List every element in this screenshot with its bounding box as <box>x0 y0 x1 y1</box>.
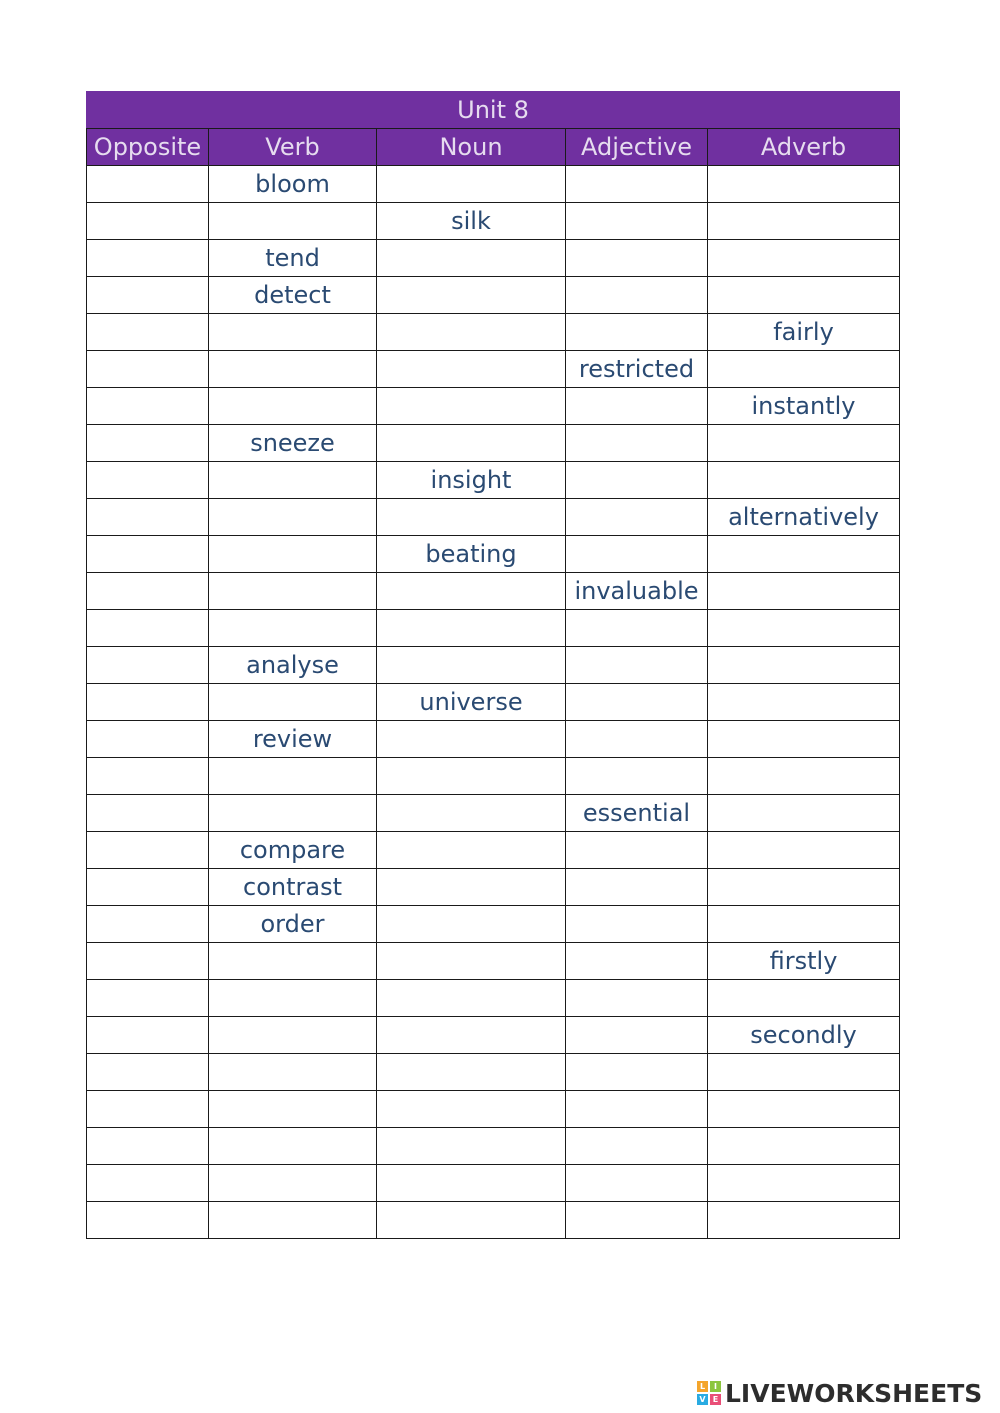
answer-cell-adverb[interactable] <box>708 980 900 1017</box>
answer-cell-noun[interactable] <box>377 943 566 980</box>
answer-cell-opposite[interactable] <box>87 203 209 240</box>
answer-cell-adverb[interactable] <box>708 721 900 758</box>
answer-cell-adverb[interactable] <box>708 166 900 203</box>
word-cell-adjective: invaluable <box>566 573 708 610</box>
answer-cell-adjective[interactable] <box>566 943 708 980</box>
word-cell-verb: detect <box>209 277 377 314</box>
table-row <box>87 462 900 499</box>
answer-cell-adjective[interactable] <box>566 240 708 277</box>
answer-cell-adjective[interactable] <box>566 203 708 240</box>
answer-cell-adjective[interactable] <box>566 684 708 721</box>
answer-cell-verb[interactable] <box>209 610 377 647</box>
answer-cell-adverb[interactable] <box>708 1054 900 1091</box>
answer-cell-adjective[interactable] <box>566 610 708 647</box>
answer-cell-adverb[interactable] <box>708 1202 900 1239</box>
answer-cell-adjective[interactable] <box>566 1165 708 1202</box>
answer-cell-noun[interactable] <box>377 1202 566 1239</box>
answer-cell-verb[interactable] <box>209 499 377 536</box>
answer-cell-opposite[interactable] <box>87 1054 209 1091</box>
table-row <box>87 388 900 425</box>
logo-mark-tile: V <box>697 1394 708 1405</box>
answer-cell-adverb[interactable] <box>708 351 900 388</box>
answer-cell-verb[interactable] <box>209 351 377 388</box>
word-cell-noun: insight <box>377 462 566 499</box>
table-row <box>87 1165 900 1202</box>
table-row <box>87 943 900 980</box>
answer-cell-adverb[interactable] <box>708 647 900 684</box>
liveworksheets-logo <box>697 1378 982 1408</box>
answer-cell-opposite[interactable] <box>87 721 209 758</box>
table-row <box>87 1202 900 1239</box>
table-row <box>87 351 900 388</box>
answer-cell-adjective[interactable] <box>566 277 708 314</box>
table-row <box>87 647 900 684</box>
logo-mark-icon <box>697 1381 721 1405</box>
table-row <box>87 203 900 240</box>
answer-cell-adjective[interactable] <box>566 499 708 536</box>
answer-cell-opposite[interactable] <box>87 388 209 425</box>
answer-cell-verb[interactable] <box>209 1091 377 1128</box>
answer-cell-adjective[interactable] <box>566 647 708 684</box>
answer-cell-opposite[interactable] <box>87 1128 209 1165</box>
answer-cell-opposite[interactable] <box>87 499 209 536</box>
answer-cell-adjective[interactable] <box>566 758 708 795</box>
answer-cell-adverb[interactable] <box>708 462 900 499</box>
table-row <box>87 906 900 943</box>
word-cell-noun: beating <box>377 536 566 573</box>
answer-cell-adjective[interactable] <box>566 1017 708 1054</box>
table-title: Unit 8 <box>87 92 900 129</box>
answer-cell-verb[interactable] <box>209 388 377 425</box>
answer-cell-noun[interactable] <box>377 980 566 1017</box>
word-cell-verb: analyse <box>209 647 377 684</box>
answer-cell-opposite[interactable] <box>87 610 209 647</box>
word-cell-verb: order <box>209 906 377 943</box>
answer-cell-verb[interactable] <box>209 1017 377 1054</box>
answer-cell-opposite[interactable] <box>87 832 209 869</box>
answer-cell-adverb[interactable] <box>708 203 900 240</box>
answer-cell-adverb[interactable] <box>708 277 900 314</box>
answer-cell-adjective[interactable] <box>566 462 708 499</box>
word-cell-adverb: fairly <box>708 314 900 351</box>
table-row <box>87 1128 900 1165</box>
answer-cell-opposite[interactable] <box>87 943 209 980</box>
answer-cell-adverb[interactable] <box>708 1091 900 1128</box>
answer-cell-adjective[interactable] <box>566 388 708 425</box>
answer-cell-noun[interactable] <box>377 314 566 351</box>
column-header-verb: Verb <box>209 129 377 166</box>
answer-cell-noun[interactable] <box>377 240 566 277</box>
word-cell-adverb: secondly <box>708 1017 900 1054</box>
logo-mark-tile: L <box>697 1381 708 1392</box>
answer-cell-adjective[interactable] <box>566 425 708 462</box>
word-cell-adjective: restricted <box>566 351 708 388</box>
answer-cell-noun[interactable] <box>377 758 566 795</box>
answer-cell-opposite[interactable] <box>87 536 209 573</box>
answer-cell-adverb[interactable] <box>708 758 900 795</box>
word-cell-verb: contrast <box>209 869 377 906</box>
word-cell-adverb: alternatively <box>708 499 900 536</box>
logo-mark-tile: E <box>710 1394 721 1405</box>
answer-cell-opposite[interactable] <box>87 425 209 462</box>
answer-cell-verb[interactable] <box>209 758 377 795</box>
answer-cell-noun[interactable] <box>377 573 566 610</box>
table-row <box>87 795 900 832</box>
table-row <box>87 980 900 1017</box>
answer-cell-opposite[interactable] <box>87 1202 209 1239</box>
table-row <box>87 499 900 536</box>
answer-cell-adjective[interactable] <box>566 869 708 906</box>
answer-cell-verb[interactable] <box>209 314 377 351</box>
table-row <box>87 758 900 795</box>
table-row <box>87 425 900 462</box>
answer-cell-noun[interactable] <box>377 1017 566 1054</box>
table-row <box>87 684 900 721</box>
answer-cell-opposite[interactable] <box>87 351 209 388</box>
answer-cell-opposite[interactable] <box>87 980 209 1017</box>
answer-cell-adjective[interactable] <box>566 1091 708 1128</box>
answer-cell-noun[interactable] <box>377 832 566 869</box>
answer-cell-adjective[interactable] <box>566 1054 708 1091</box>
answer-cell-adjective[interactable] <box>566 536 708 573</box>
answer-cell-noun[interactable] <box>377 647 566 684</box>
table-row <box>87 832 900 869</box>
answer-cell-verb[interactable] <box>209 943 377 980</box>
answer-cell-noun[interactable] <box>377 388 566 425</box>
table-row <box>87 1017 900 1054</box>
answer-cell-noun[interactable] <box>377 166 566 203</box>
answer-cell-adverb[interactable] <box>708 795 900 832</box>
column-header-opposite: Opposite <box>87 129 209 166</box>
table-row <box>87 1091 900 1128</box>
answer-cell-adjective[interactable] <box>566 721 708 758</box>
table-row <box>87 869 900 906</box>
answer-cell-noun[interactable] <box>377 721 566 758</box>
table-row <box>87 1054 900 1091</box>
answer-cell-opposite[interactable] <box>87 573 209 610</box>
answer-cell-adverb[interactable] <box>708 869 900 906</box>
word-cell-noun: silk <box>377 203 566 240</box>
answer-cell-adverb[interactable] <box>708 425 900 462</box>
answer-cell-adverb[interactable] <box>708 536 900 573</box>
answer-cell-adverb[interactable] <box>708 906 900 943</box>
word-cell-verb: tend <box>209 240 377 277</box>
answer-cell-adverb[interactable] <box>708 573 900 610</box>
answer-cell-opposite[interactable] <box>87 647 209 684</box>
word-cell-adjective: essential <box>566 795 708 832</box>
column-header-noun: Noun <box>377 129 566 166</box>
answer-cell-verb[interactable] <box>209 573 377 610</box>
answer-cell-verb[interactable] <box>209 203 377 240</box>
answer-cell-noun[interactable] <box>377 869 566 906</box>
answer-cell-verb[interactable] <box>209 684 377 721</box>
answer-cell-opposite[interactable] <box>87 684 209 721</box>
answer-cell-adverb[interactable] <box>708 1165 900 1202</box>
answer-cell-verb[interactable] <box>209 1054 377 1091</box>
answer-cell-noun[interactable] <box>377 351 566 388</box>
answer-cell-verb[interactable] <box>209 462 377 499</box>
answer-cell-noun[interactable] <box>377 1091 566 1128</box>
table-row <box>87 240 900 277</box>
answer-cell-opposite[interactable] <box>87 462 209 499</box>
table-row <box>87 721 900 758</box>
answer-cell-adverb[interactable] <box>708 1128 900 1165</box>
answer-cell-noun[interactable] <box>377 1128 566 1165</box>
answer-cell-verb[interactable] <box>209 536 377 573</box>
table-row <box>87 573 900 610</box>
answer-cell-opposite[interactable] <box>87 758 209 795</box>
answer-cell-opposite[interactable] <box>87 314 209 351</box>
answer-cell-adverb[interactable] <box>708 684 900 721</box>
answer-cell-adjective[interactable] <box>566 314 708 351</box>
answer-cell-opposite[interactable] <box>87 1017 209 1054</box>
word-cell-verb: compare <box>209 832 377 869</box>
vocabulary-table <box>86 91 900 1239</box>
answer-cell-noun[interactable] <box>377 425 566 462</box>
table-row <box>87 536 900 573</box>
answer-cell-noun[interactable] <box>377 1054 566 1091</box>
answer-cell-noun[interactable] <box>377 499 566 536</box>
answer-cell-adjective[interactable] <box>566 166 708 203</box>
answer-cell-verb[interactable] <box>209 1202 377 1239</box>
answer-cell-opposite[interactable] <box>87 795 209 832</box>
answer-cell-adjective[interactable] <box>566 1128 708 1165</box>
answer-cell-verb[interactable] <box>209 795 377 832</box>
answer-cell-adjective[interactable] <box>566 832 708 869</box>
word-cell-verb: review <box>209 721 377 758</box>
title-row <box>87 92 900 129</box>
answer-cell-noun[interactable] <box>377 906 566 943</box>
answer-cell-opposite[interactable] <box>87 869 209 906</box>
answer-cell-opposite[interactable] <box>87 906 209 943</box>
answer-cell-adjective[interactable] <box>566 1202 708 1239</box>
answer-cell-adjective[interactable] <box>566 906 708 943</box>
table-row <box>87 166 900 203</box>
answer-cell-adverb[interactable] <box>708 240 900 277</box>
logo-text: LIVEWORKSHEETS <box>725 1378 983 1408</box>
word-cell-noun: universe <box>377 684 566 721</box>
answer-cell-opposite[interactable] <box>87 1165 209 1202</box>
table-row <box>87 314 900 351</box>
answer-cell-opposite[interactable] <box>87 277 209 314</box>
logo-mark-tile: I <box>710 1381 721 1392</box>
answer-cell-adverb[interactable] <box>708 610 900 647</box>
table-body <box>87 166 900 1239</box>
answer-cell-noun[interactable] <box>377 277 566 314</box>
answer-cell-opposite[interactable] <box>87 166 209 203</box>
answer-cell-verb[interactable] <box>209 1165 377 1202</box>
column-header-adverb: Adverb <box>708 129 900 166</box>
answer-cell-noun[interactable] <box>377 1165 566 1202</box>
word-cell-adverb: instantly <box>708 388 900 425</box>
word-cell-verb: sneeze <box>209 425 377 462</box>
answer-cell-adjective[interactable] <box>566 980 708 1017</box>
word-cell-verb: bloom <box>209 166 377 203</box>
answer-cell-noun[interactable] <box>377 795 566 832</box>
answer-cell-noun[interactable] <box>377 610 566 647</box>
word-cell-adverb: firstly <box>708 943 900 980</box>
answer-cell-opposite[interactable] <box>87 240 209 277</box>
answer-cell-opposite[interactable] <box>87 1091 209 1128</box>
table-row <box>87 277 900 314</box>
answer-cell-verb[interactable] <box>209 1128 377 1165</box>
column-header-adjective: Adjective <box>566 129 708 166</box>
answer-cell-verb[interactable] <box>209 980 377 1017</box>
table-row <box>87 610 900 647</box>
header-row <box>87 129 900 166</box>
answer-cell-adverb[interactable] <box>708 832 900 869</box>
